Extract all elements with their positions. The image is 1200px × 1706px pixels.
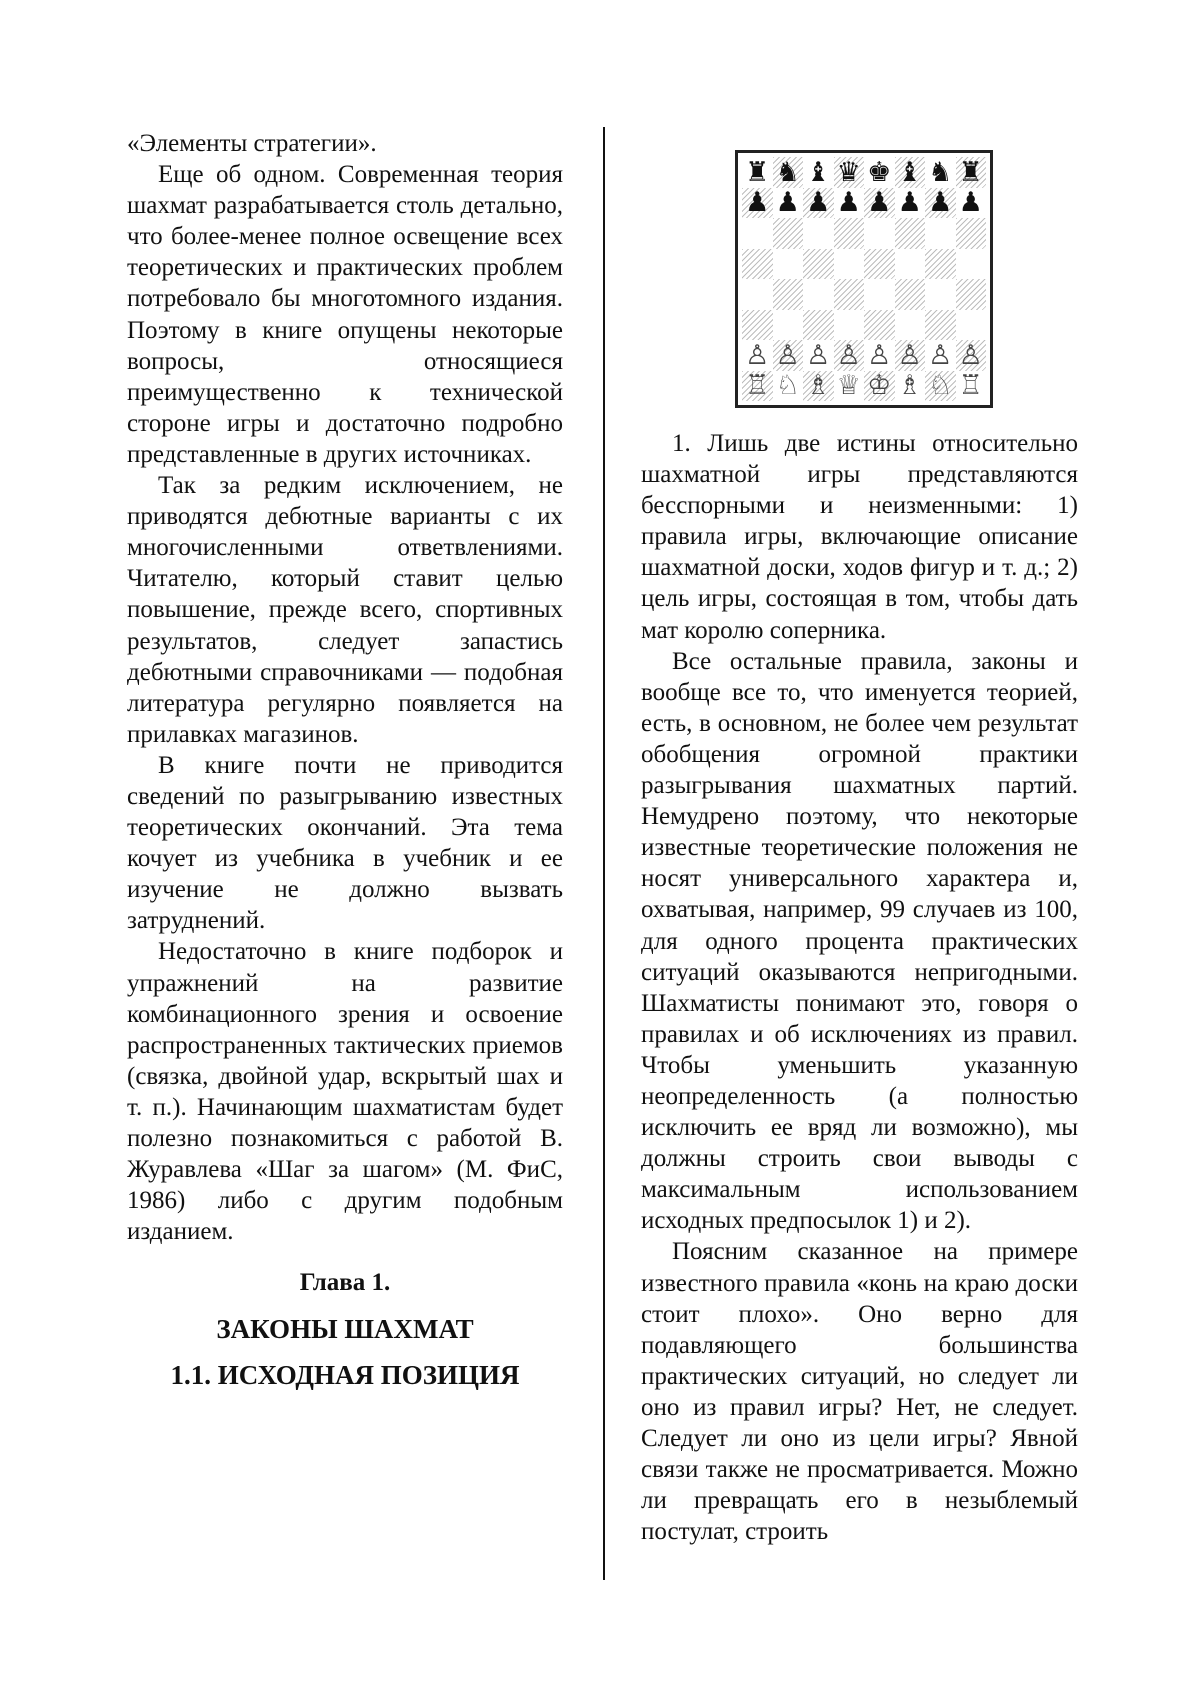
chess-piece-icon: ♞	[928, 156, 953, 188]
board-square	[956, 218, 987, 249]
section-title: 1.1. ИСХОДНАЯ ПОЗИЦИЯ	[170, 1360, 520, 1391]
chapter-headings	[127, 1267, 563, 1391]
board-square	[925, 340, 956, 371]
paragraph: «Элементы стратегии».	[127, 130, 377, 157]
chess-piece-icon: ♟	[745, 187, 770, 219]
board-square	[864, 218, 895, 249]
board-square	[803, 188, 834, 219]
chess-piece-icon: ♘	[928, 370, 953, 402]
board-square	[742, 340, 773, 371]
board-square	[925, 188, 956, 219]
board-square	[925, 249, 956, 280]
board-square	[895, 157, 926, 188]
board-square	[803, 340, 834, 371]
board-square	[742, 188, 773, 219]
board-square	[895, 188, 926, 219]
chess-piece-icon: ♔	[867, 370, 892, 402]
chess-piece-icon: ♚	[867, 156, 892, 188]
board-square	[895, 249, 926, 280]
paragraph: Недостаточно в книге подборок и упражнений на развитие комбинационного зрения и освоение распространенных тактических приемов (связка, двойной удар, вскрытый шах и т. п.). Начинающим шахматистам будет полезно познакомиться с работой В. Журавлева «Шаг за шагом» (М. ФиС, 1986) либо с другим подобным изданием.	[127, 938, 563, 1246]
chess-piece-icon: ♟	[836, 187, 861, 219]
column-divider	[603, 127, 605, 1580]
paragraph: В книге почти не приводится сведений по разыгрыванию известных теоретических окончаний. Эта тема кочует из учебника в учебник и ее изучение не должно вызвать затруднений.	[127, 751, 563, 935]
board-square	[742, 249, 773, 280]
chess-piece-icon: ♟	[958, 187, 983, 219]
board-square	[895, 371, 926, 402]
board-square	[803, 218, 834, 249]
board-square	[773, 188, 804, 219]
chess-piece-icon: ♙	[958, 339, 983, 371]
board-square	[773, 340, 804, 371]
board-square	[742, 310, 773, 341]
chess-piece-icon: ♙	[897, 339, 922, 371]
board-square	[803, 310, 834, 341]
board-square	[803, 371, 834, 402]
paragraph: Так за редким исключением, не приводятся дебютные варианты с их многочисленными ответвлениями. Читателю, который ставит целью повышение, прежде всего, спортивных результатов, следует запастись дебютными справочниками — подобная литература регулярно появляется на прилавках магазинов.	[127, 472, 563, 748]
board-square	[742, 157, 773, 188]
left-column	[127, 128, 563, 1405]
board-square	[773, 371, 804, 402]
chess-piece-icon: ♟	[806, 187, 831, 219]
chess-piece-icon: ♟	[775, 187, 800, 219]
chess-piece-icon: ♟	[897, 187, 922, 219]
chess-piece-icon: ♖	[958, 370, 983, 402]
board-square	[864, 310, 895, 341]
chess-piece-icon: ♝	[897, 156, 922, 188]
board-square	[956, 279, 987, 310]
board-square	[925, 279, 956, 310]
chapter-number: Глава 1.	[299, 1269, 391, 1297]
board-square	[956, 157, 987, 188]
chess-piece-icon: ♙	[836, 339, 861, 371]
board-square	[834, 371, 865, 402]
board-square	[834, 157, 865, 188]
board-square	[803, 279, 834, 310]
board-square	[925, 218, 956, 249]
board-square	[773, 249, 804, 280]
board-square	[895, 279, 926, 310]
chess-piece-icon: ♙	[867, 339, 892, 371]
chess-piece-icon: ♘	[775, 370, 800, 402]
chess-piece-icon: ♙	[775, 339, 800, 371]
chess-piece-icon: ♜	[745, 156, 770, 188]
chess-piece-icon: ♗	[806, 370, 831, 402]
chess-piece-icon: ♙	[745, 339, 770, 371]
board-square	[956, 310, 987, 341]
board-square	[773, 218, 804, 249]
chess-piece-icon: ♞	[775, 156, 800, 188]
board-square	[803, 249, 834, 280]
board-square	[895, 340, 926, 371]
chess-piece-icon: ♟	[928, 187, 953, 219]
board-square	[742, 279, 773, 310]
board-square	[895, 310, 926, 341]
chess-piece-icon: ♜	[958, 156, 983, 188]
paragraph: Еще об одном. Современная теория шахмат разрабатывается столь детально, что более-менее полное освещение всех теоретических и практических проблем потребовало бы многотомного издания. Поэтому в книге опущены некоторые вопросы, относящиеся преимущественно к технической стороне игры и достаточно подробно представленные в других источниках.	[127, 161, 563, 468]
board-square	[864, 157, 895, 188]
paragraph: 1. Лишь две истины относительно шахматной игры представляются бесспорными и неизменными: 1) правила игры, включающие описание шахматной доски, ходов фигур и т. д.; 2) цель игры, состоящая в том, чтобы дать мат королю соперника.	[641, 430, 1078, 644]
board-square	[925, 157, 956, 188]
board-square	[864, 371, 895, 402]
board-square	[742, 218, 773, 249]
board-square	[956, 249, 987, 280]
board-square	[834, 310, 865, 341]
chess-board-icon	[735, 150, 993, 408]
board-square	[864, 340, 895, 371]
board-square	[925, 371, 956, 402]
paragraph: Поясним сказанное на примере известного правила «конь на краю доски стоит плохо». Оно верно для подавляющего большинства практических ситуаций, но следует ли оно из правил игры? Нет, не следует. Следует ли оно из цели игры? Явной связи также не просматривается. Можно ли превращать его в незыблемый постулат, строить	[641, 1238, 1078, 1546]
board-square	[834, 279, 865, 310]
chess-piece-icon: ♝	[806, 156, 831, 188]
chess-board	[742, 157, 986, 401]
board-square	[773, 157, 804, 188]
board-square	[773, 279, 804, 310]
chapter-title: ЗАКОНЫ ШАХМАТ	[216, 1314, 474, 1345]
board-square	[925, 310, 956, 341]
board-square	[803, 157, 834, 188]
chess-piece-icon: ♕	[836, 370, 861, 402]
chess-piece-icon: ♖	[745, 370, 770, 402]
board-square	[956, 188, 987, 219]
board-square	[864, 188, 895, 219]
board-square	[956, 371, 987, 402]
board-square	[956, 340, 987, 371]
chess-piece-icon: ♟	[867, 187, 892, 219]
board-square	[864, 279, 895, 310]
paragraph: Все остальные правила, законы и вообще все то, что именуется теорией, есть, в основном, не более чем результат обобщения огромной практики разыгрывания шахматных партий. Немудрено поэтому, что некоторые известные теоретические положения не носят универсального характера и, охватывая, например, 99 случаев из 100, для одного процента практических ситуаций оказываются непригодными. Шахматисты понимают это, говоря о правилах и об исключениях из правил. Чтобы уменьшить указанную неопределенность (а полностью исключить ее вряд ли возможно), мы должны строить свои выводы с максимальным использованием исходных предпосылок 1) и 2).	[641, 647, 1078, 1235]
board-square	[834, 249, 865, 280]
board-square	[864, 249, 895, 280]
board-square	[834, 188, 865, 219]
board-square	[773, 310, 804, 341]
right-column	[641, 428, 1078, 1547]
chess-piece-icon: ♙	[806, 339, 831, 371]
board-square	[834, 340, 865, 371]
chess-piece-icon: ♗	[897, 370, 922, 402]
chess-piece-icon: ♙	[928, 339, 953, 371]
board-square	[895, 218, 926, 249]
board-square	[742, 371, 773, 402]
board-square	[834, 218, 865, 249]
chess-piece-icon: ♛	[836, 156, 861, 188]
